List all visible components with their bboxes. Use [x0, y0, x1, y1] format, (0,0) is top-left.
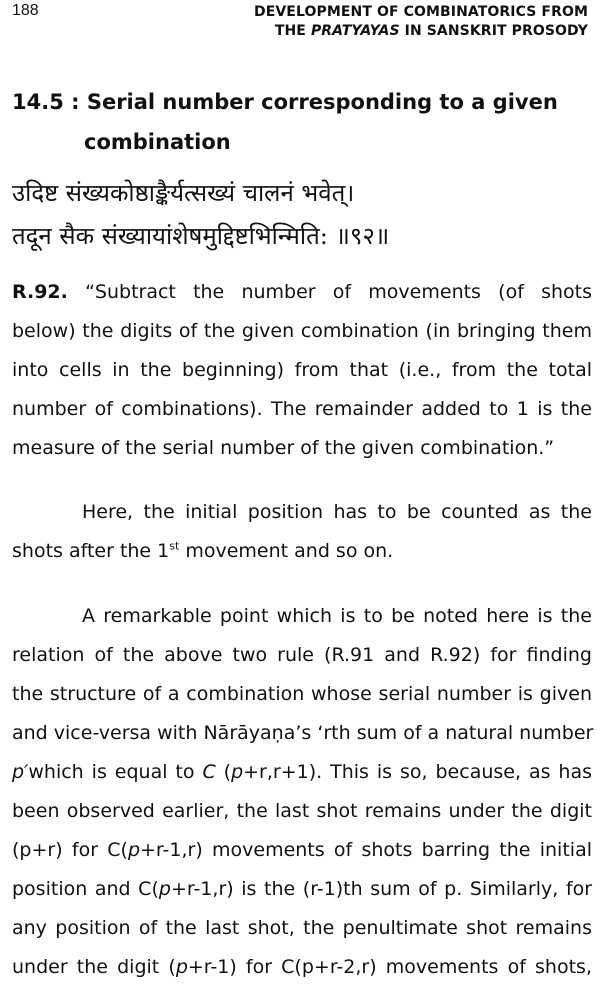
rule-line2: below) the digits of the given combination (in bringing them: [12, 320, 592, 342]
rule-line3: into cells in the beginning) from that (i.e., from the total: [12, 359, 592, 381]
running-head: [254, 3, 588, 41]
para3-line5-text1: which is equal to: [28, 761, 203, 783]
var-p5: p: [175, 956, 188, 978]
var-p3: p: [127, 839, 141, 861]
para3-line10-text1: under the digit (: [12, 956, 176, 978]
section-title: [12, 82, 572, 162]
running-head-pre: THE: [274, 23, 311, 39]
para3-line7-text1: (p+r) for C(: [12, 839, 128, 861]
para3-line10: [12, 948, 592, 987]
rule-paragraph: [12, 273, 592, 468]
section-title-line2: combination: [84, 130, 231, 154]
para3-line7: [12, 831, 592, 870]
rule-line1: [12, 273, 592, 312]
para3-line4: and vice-versa with Nārāyaṇa’s ‘rth sum of a natural number: [12, 722, 594, 744]
paragraph-remarkable-point: [12, 597, 592, 987]
para3-line1: A remarkable point which is to be noted here is the: [82, 605, 592, 627]
rule-line1-text: “Subtract the number of movements (of shots: [85, 281, 592, 303]
para3-line5-text2: (: [215, 761, 232, 783]
rule-label: R.92.: [12, 281, 68, 303]
running-head-italic: PRATYAYAS: [310, 23, 400, 39]
rule-line5: measure of the serial number of the given combination.”: [12, 437, 555, 459]
var-C: C: [202, 761, 216, 783]
para3-line5: [12, 753, 592, 792]
para3-line10-text2: +r-1) for C(p+r-2,r) movements of shots,: [187, 956, 592, 978]
para3-line9: any position of the last shot, the penultimate shot remains: [12, 917, 592, 939]
running-head-line2: [254, 22, 588, 41]
verse-line1: उदिष्ट संख्यकोष्ठाङ्कैर्यत्सख्यं चालनं भवेत्।: [12, 179, 355, 207]
section-title-line1: 14.5 : Serial number corresponding to a given: [12, 90, 558, 114]
para2-line2-post: movement and so on.: [179, 540, 394, 562]
var-p2: p: [231, 761, 244, 783]
page-number: 188: [12, 2, 39, 19]
para3-line2: relation of the above two rule (R.91 and R.92) for finding: [12, 644, 592, 666]
para3-line6: been observed earlier, the last shot remains under the digit: [12, 800, 592, 822]
var-p4: p: [158, 878, 171, 900]
para3-line5-text3: +r,r+1). This is so, because, as has: [243, 761, 593, 783]
para2-line2: [12, 532, 592, 571]
paragraph-initial-position: [12, 493, 592, 571]
var-p: p′: [12, 761, 29, 783]
running-head-post: IN SANSKRIT PROSODY: [399, 23, 588, 39]
para3-line8-text1: position and C(: [12, 878, 159, 900]
para3-line8: [12, 870, 592, 909]
rule-line4: number of combinations). The remainder added to 1 is the: [12, 398, 592, 420]
verse-line2: तदून सैक संख्यायांशेषमुद्दिष्टभिन्मिति: ॥९२॥: [12, 222, 390, 250]
sanskrit-verse: [12, 172, 592, 258]
para3-line3: the structure of a combination whose serial number is given: [12, 683, 592, 705]
para2-line2-pre: shots after the 1: [12, 540, 170, 562]
para3-line8-text2: +r-1,r) is the (r-1)th sum of p. Similarly, for: [170, 878, 593, 900]
para2-line1: Here, the initial position has to be counted as the: [82, 501, 592, 523]
running-head-line1: DEVELOPMENT OF COMBINATORICS FROM: [253, 4, 588, 20]
para3-line7-text2: +r-1,r) movements of shots barring the initial: [140, 839, 592, 861]
superscript-st: st: [169, 539, 180, 553]
